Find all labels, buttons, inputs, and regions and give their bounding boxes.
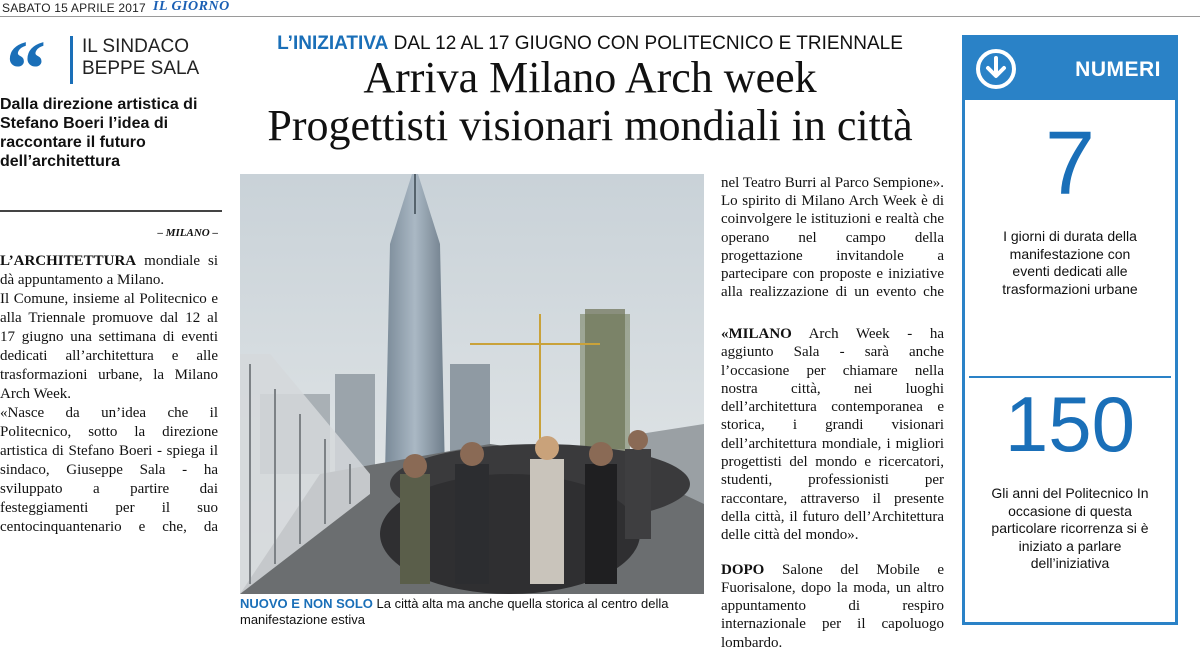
paragraph-lead: «MILANO xyxy=(721,326,792,342)
issue-date: SABATO 15 APRILE 2017 xyxy=(2,1,146,15)
kicker-text: DAL 12 AL 17 GIUGNO CON POLITECNICO E TRIENNALE xyxy=(393,33,903,54)
speaker-label xyxy=(82,36,199,80)
pull-quote: Dalla direzione artistica di Stefano Boeri l’idea di raccontare il futuro dell’architettura xyxy=(0,96,198,170)
speaker-name: BEPPE SALA xyxy=(82,58,200,79)
lead-paragraph xyxy=(0,252,218,290)
lead-word: L’ARCHITETTURA xyxy=(0,253,137,269)
headline xyxy=(240,54,940,150)
article-photo xyxy=(240,174,704,594)
vertical-forest-foliage xyxy=(580,314,630,449)
number-value: 7 xyxy=(1044,114,1096,214)
speaker-title: IL SINDACO xyxy=(82,36,189,57)
kicker xyxy=(240,33,940,55)
number-description: Gli anni del Politecnico In occasione di questa particolare ricorrenza si è iniziato a parlare dell’iniziativa xyxy=(991,485,1149,571)
kicker-label: L’INIZIATIVA xyxy=(277,33,389,54)
number-value: 150 xyxy=(1004,380,1136,468)
article-body-left xyxy=(0,252,218,538)
paragraph-continued xyxy=(0,404,218,538)
quote-mark-icon: “ xyxy=(6,26,46,114)
numbers-header xyxy=(965,38,1175,100)
masthead-logo: IL GIORNO xyxy=(153,0,230,14)
speaker-divider xyxy=(70,36,73,84)
column-divider xyxy=(0,210,222,212)
paragraph-text: nel Teatro Burri al Parco Sempione». Lo spirito di Milano Arch Week è di coinvolgere le istituzioni e realtà che operano nel campo della progettazione invitandole a partecipare con proposte e iniziative alla realizzazione di un evento che xyxy=(721,174,944,301)
number-description: I giorni di durata della manifestazione con eventi dedicati alle trasformazioni urbane xyxy=(1002,228,1138,297)
caption-label: NUOVO E NON SOLO xyxy=(240,596,373,611)
paragraph: Il Comune, insieme al Politecnico e alla Triennale promuove dal 12 al 17 giugno una settimana di eventi dedicati all’architettura e alle trasformazioni urbane, la Milano Arch Week. xyxy=(0,291,218,402)
paragraph xyxy=(721,561,944,652)
photo-caption xyxy=(240,596,704,628)
caption-text: La città alta ma anche quella storica al centro della manifestazione estiva xyxy=(240,596,669,627)
article-body-right xyxy=(721,174,944,668)
paragraph xyxy=(721,325,944,545)
lead-rest: mondiale si dà appuntamento a Milano. xyxy=(0,253,218,288)
page-header xyxy=(0,0,1200,17)
headline-line-2: Progettisti visionari mondiali in città xyxy=(267,101,913,150)
headline-line-1: Arriva Milano Arch week xyxy=(363,53,817,102)
paragraph-text: «Nasce da un’idea che il Politecnico, sotto la direzione artistica di Stefano Boeri - spiega il sindaco, Giuseppe Sala - ha sviluppato a partire dai festeggiamenti per il suo centocinquantenario e che, da xyxy=(0,405,218,535)
paragraph-text: Arch Week - ha aggiunto Sala - sarà anche l’occasione per chiamare nella nostra città, nei luoghi dell’architettura contemporanea e storica, i grandi visionari dell’architettura mondiale, i migliori progettisti del mondo e ricercatori, studenti, professionisti per raccontare, attraverso il presente della città, il futuro dell’Architettura delle città del mondo». xyxy=(721,326,944,544)
down-arrow-circle-icon xyxy=(975,48,1017,90)
paragraph-text: Salone del Mobile e Fuorisalone, dopo la moda, un altro appuntamento di respiro internazionale per il capoluogo lombardo. xyxy=(721,561,944,651)
numbers-title: NUMERI xyxy=(1075,58,1161,81)
paragraph-continued xyxy=(721,174,944,302)
paragraph-lead: DOPO xyxy=(721,561,765,578)
dateline: – MILANO – xyxy=(157,227,218,239)
numbers-box xyxy=(962,35,1178,625)
